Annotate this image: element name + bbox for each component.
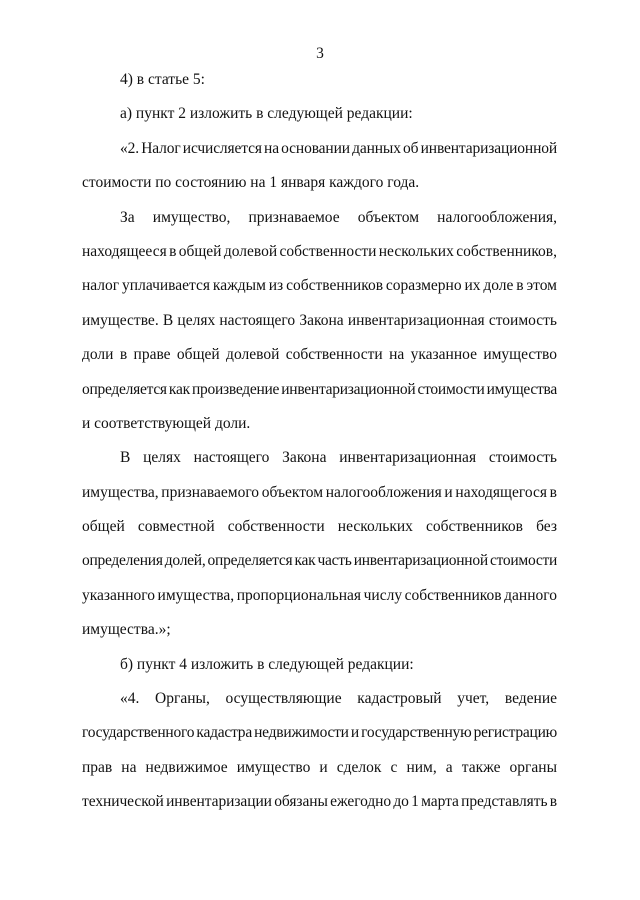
text-line xyxy=(82,97,557,131)
text-line xyxy=(82,476,557,510)
text-line-content: прав на недвижимое имущество и сделок с ним, а также органы xyxy=(82,758,557,776)
text-line-content: За имущество, признаваемое объектом налогообложения, xyxy=(120,208,557,226)
text-line-content: и соответствующей доли. xyxy=(82,414,251,432)
text-line xyxy=(82,751,557,785)
document-body xyxy=(82,63,557,820)
text-line-content: «4. Органы, осуществляющие кадастровый учет, ведение xyxy=(120,690,557,708)
text-line-content: доли в праве общей долевой собственности на указанное имущество xyxy=(82,346,557,364)
text-line xyxy=(82,579,557,613)
text-line xyxy=(82,785,557,819)
page-number: 3 xyxy=(316,45,324,62)
text-line xyxy=(82,544,557,578)
text-line-content: общей совместной собственности нескольких собственников без xyxy=(82,518,557,536)
text-line xyxy=(82,166,557,200)
text-line-content: государственного кадастра недвижимости и государственную регистрацию xyxy=(82,724,557,742)
text-line-content: определяется как произведение инвентаризационной стоимости имущества xyxy=(82,380,557,398)
text-line xyxy=(82,510,557,544)
text-line xyxy=(82,613,557,647)
text-line xyxy=(82,373,557,407)
text-line-content: находящееся в общей долевой собственности нескольких собственников, xyxy=(82,242,557,260)
text-line xyxy=(82,304,557,338)
text-line-content: а) пункт 2 изложить в следующей редакции: xyxy=(120,105,413,123)
text-line xyxy=(82,235,557,269)
text-line xyxy=(82,132,557,166)
text-line xyxy=(82,682,557,716)
text-line xyxy=(82,441,557,475)
text-line-content: стоимости по состоянию на 1 января каждого года. xyxy=(82,174,420,192)
text-line-content: 4) в статье 5: xyxy=(120,71,205,88)
text-line-content: налог уплачивается каждым из собственников соразмерно их доле в этом xyxy=(82,277,557,295)
text-line-content: «2. Налог исчисляется на основании данных об инвентаризационной xyxy=(120,139,557,157)
text-line xyxy=(82,648,557,682)
text-line xyxy=(82,269,557,303)
text-line xyxy=(82,338,557,372)
text-line-content: имущества.»; xyxy=(82,621,171,639)
text-line xyxy=(82,407,557,441)
text-line-content: имуществе. В целях настоящего Закона инвентаризационная стоимость xyxy=(82,311,557,329)
text-line xyxy=(82,63,557,97)
text-line-content: определения долей, определяется как часть инвентаризационной стоимости xyxy=(82,552,557,570)
text-line xyxy=(82,716,557,750)
text-line-content: В целях настоящего Закона инвентаризационная стоимость xyxy=(120,449,557,467)
text-line-content: имущества, признаваемого объектом налогообложения и находящегося в xyxy=(82,483,557,501)
text-line-content: технической инвентаризации обязаны ежегодно до 1 марта представлять в xyxy=(82,793,557,811)
text-line-content: б) пункт 4 изложить в следующей редакции: xyxy=(120,655,414,673)
text-line-content: указанного имущества, пропорциональная числу собственников данного xyxy=(82,586,557,604)
text-line xyxy=(82,201,557,235)
